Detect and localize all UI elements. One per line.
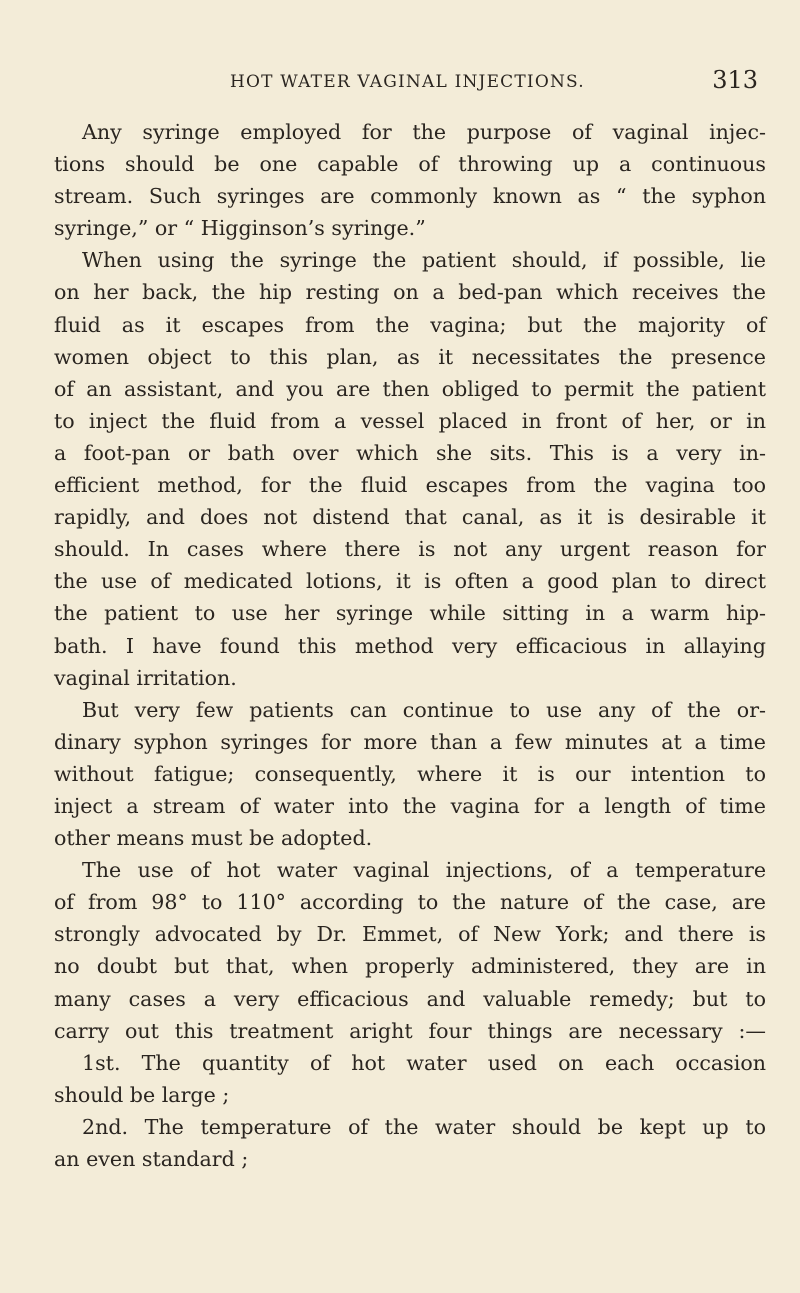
text-line: should. In cases where there is not any urgent reason for	[54, 537, 766, 562]
text-line: strongly advocated by Dr. Emmet, of New York; and there is	[54, 922, 766, 947]
text-line: But very few patients can continue to use any of the or-	[82, 697, 766, 722]
text-line: efficient method, for the fluid escapes from the vagina too	[54, 473, 766, 498]
text-line: a foot-pan or bath over which she sits. This is a very in-	[54, 440, 766, 465]
text-line: without fatigue; consequently, where it is our intention to	[54, 761, 766, 786]
text-line: on her back, the hip resting on a bed-pan which receives the	[54, 280, 766, 305]
text-line: Any syringe employed for the purpose of vaginal injec-	[82, 120, 766, 144]
text-line: dinary syphon syringes for more than a few minutes at a time	[54, 729, 766, 754]
text-line: tions should be one capable of throwing up a continuous	[54, 152, 766, 177]
text-line: stream. Such syringes are commonly known as “ the syphon	[54, 184, 766, 209]
text-line: an even standard ;	[54, 1147, 249, 1171]
running-header	[54, 66, 766, 104]
page-number: 313	[712, 66, 758, 94]
text-line: rapidly, and does not distend that canal, as it is desirable it	[54, 505, 766, 530]
text-line: the use of medicated lotions, it is often a good plan to direct	[54, 569, 766, 594]
text-line: fluid as it escapes from the vagina; but the majority of	[54, 312, 766, 337]
text-line: When using the syringe the patient should, if possible, lie	[82, 248, 766, 273]
text-line: bath. I have found this method very efficacious in allaying	[54, 633, 766, 658]
text-line: vaginal irritation.	[54, 665, 237, 690]
text-line: 2nd. The temperature of the water should be kept up to	[82, 1114, 766, 1139]
text-line: many cases a very efficacious and valuable remedy; but to	[54, 986, 766, 1011]
text-line: The use of hot water vaginal injections, of a temperature	[82, 858, 766, 883]
text-line: other means must be adopted.	[54, 826, 373, 851]
body-text	[54, 116, 766, 1175]
text-line: of from 98° to 110° according to the nature of the case, are	[54, 890, 766, 915]
text-line: carry out this treatment aright four things are necessary :—	[54, 1018, 766, 1043]
text-line: 1st. The quantity of hot water used on each occasion	[82, 1050, 766, 1075]
text-line: women object to this plan, as it necessitates the presence	[54, 344, 766, 369]
text-line: should be large ;	[54, 1082, 230, 1107]
text-line: inject a stream of water into the vagina for a length of time	[54, 793, 766, 818]
text-line: to inject the fluid from a vessel placed in front of her, or in	[54, 408, 766, 433]
text-line: of an assistant, and you are then obliged to permit the patient	[54, 376, 766, 401]
text-line: syringe,” or “ Higginson’s syringe.”	[54, 216, 426, 241]
text-line: no doubt but that, when properly administered, they are in	[54, 954, 766, 979]
text-line: the patient to use her syringe while sitting in a warm hip-	[54, 601, 766, 626]
running-title: HOT WATER VAGINAL INJECTIONS.	[230, 72, 585, 92]
